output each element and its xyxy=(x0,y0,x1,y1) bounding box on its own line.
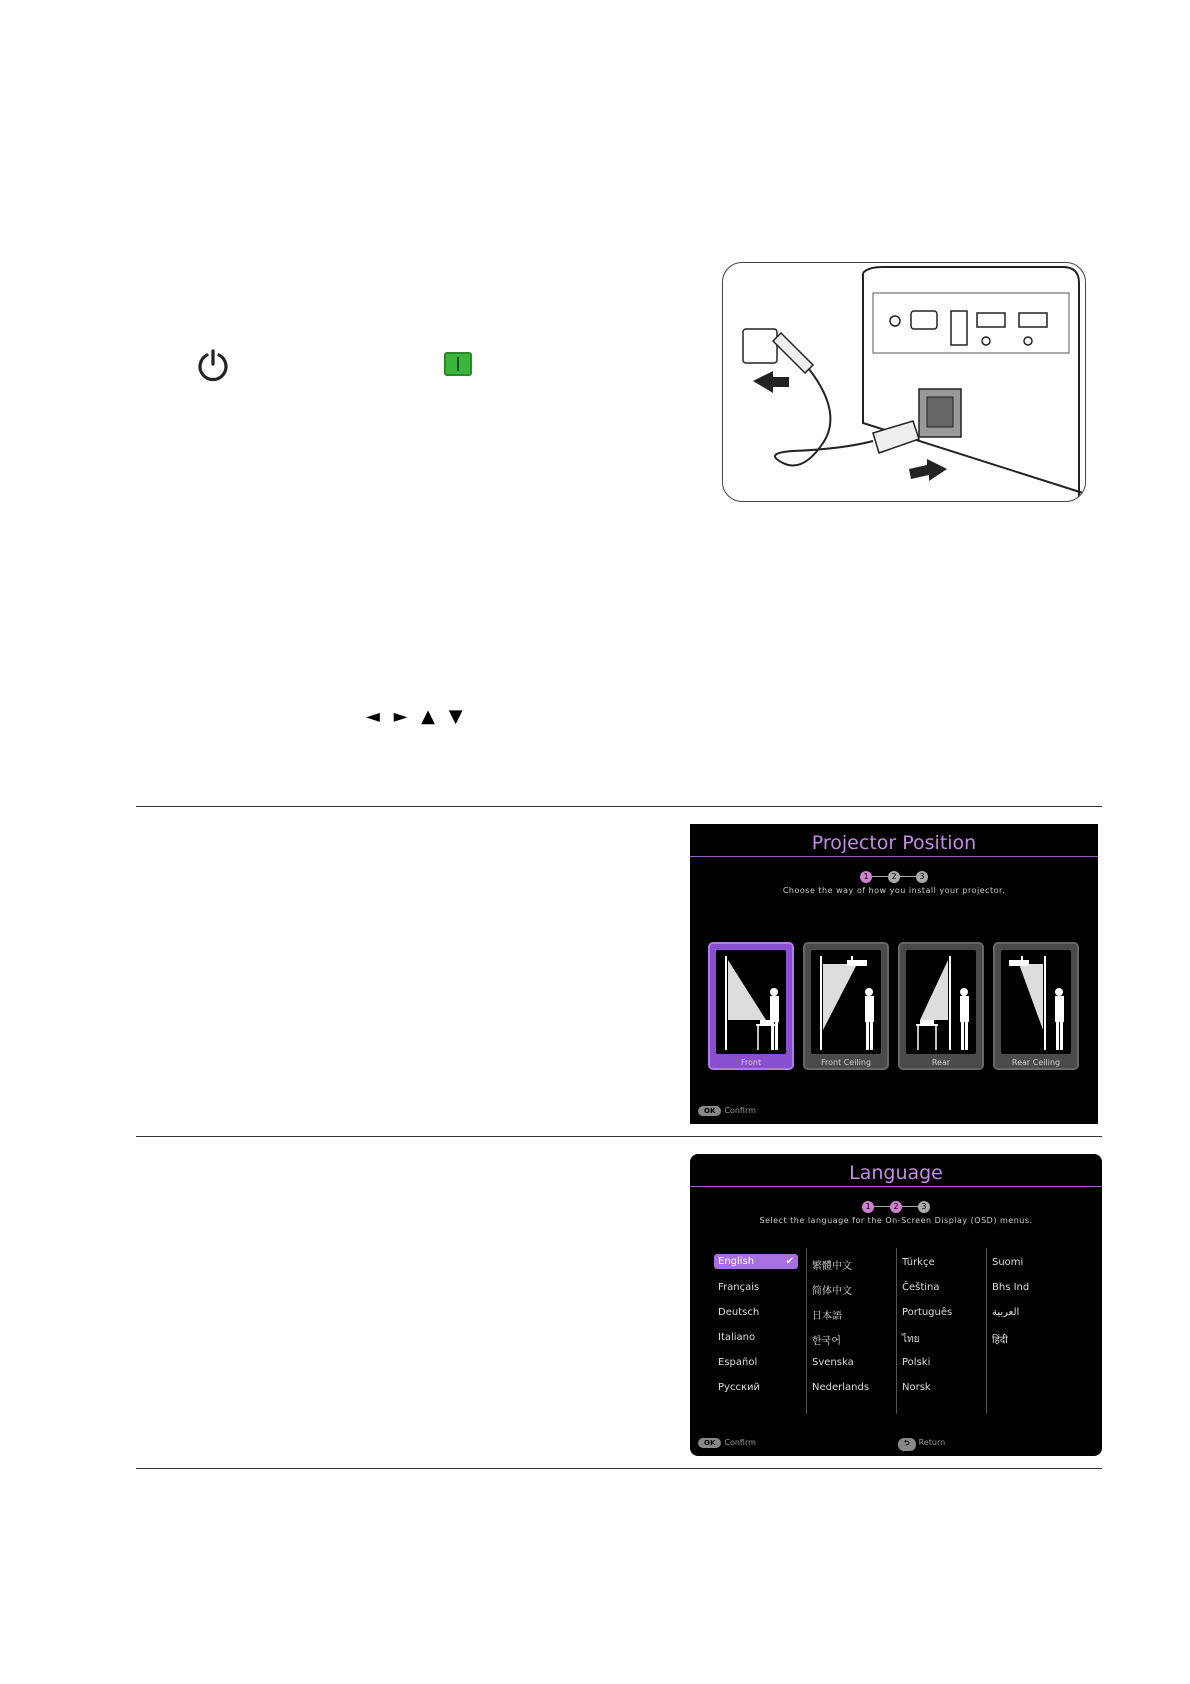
section-divider xyxy=(136,1468,1102,1469)
language-option[interactable]: 简体中文 xyxy=(812,1286,852,1297)
language-option[interactable]: العربية xyxy=(992,1307,1020,1318)
osd-title-underline xyxy=(690,856,1098,857)
language-option[interactable]: Bhs Ind xyxy=(992,1282,1030,1293)
checkmark-icon: ✔ xyxy=(785,1256,794,1267)
step-indicator: 2 xyxy=(888,871,900,883)
language-option[interactable]: Svenska xyxy=(812,1357,854,1368)
ok-key-icon: OK xyxy=(698,1106,721,1116)
power-icon xyxy=(196,348,230,382)
language-option[interactable]: Suomi xyxy=(992,1257,1024,1268)
position-option-rear-ceiling[interactable] xyxy=(993,942,1079,1070)
language-option-english[interactable]: English ✔ xyxy=(714,1254,798,1269)
section-divider xyxy=(136,1136,1102,1137)
front-ceiling-icon xyxy=(811,950,881,1054)
option-label: Front Ceiling xyxy=(820,1058,872,1067)
language-option[interactable]: Nederlands xyxy=(812,1382,870,1393)
step-indicator: 3 xyxy=(918,1201,930,1213)
return-label: Return xyxy=(918,1438,946,1447)
section-divider xyxy=(136,806,1102,807)
setup-steps xyxy=(690,1196,1102,1215)
language-option[interactable]: Português xyxy=(902,1307,953,1318)
language-option[interactable]: Italiano xyxy=(718,1332,756,1343)
setup-steps xyxy=(690,866,1098,885)
position-option-front-ceiling[interactable] xyxy=(803,942,889,1070)
language-option[interactable]: 日本語 xyxy=(812,1311,842,1322)
step-indicator: 2 xyxy=(890,1201,902,1213)
language-option[interactable]: Norsk xyxy=(902,1382,931,1393)
option-label: Rear Ceiling xyxy=(1011,1058,1061,1067)
power-plug-connection-illustration xyxy=(723,263,1085,501)
language-option[interactable]: Español xyxy=(718,1357,758,1368)
language-option[interactable]: Türkçe xyxy=(902,1257,935,1268)
osd-subtitle: Select the language for the On-Screen Display (OSD) menus. xyxy=(759,1216,1033,1225)
option-label: Rear xyxy=(931,1058,951,1067)
position-option-front[interactable] xyxy=(708,942,794,1070)
position-option-rear[interactable] xyxy=(898,942,984,1070)
rear-table-icon xyxy=(906,950,976,1054)
step-indicator: 1 xyxy=(860,871,872,883)
osd-title: Language xyxy=(849,1162,943,1184)
option-label: Front xyxy=(740,1058,762,1067)
arrow-keys-icon: ◄ ► ▲ ▼ xyxy=(366,706,467,727)
osd-title: Projector Position xyxy=(811,832,977,854)
return-button[interactable] xyxy=(898,1438,945,1451)
language-option[interactable]: हिंदी xyxy=(992,1335,1008,1346)
language-option[interactable]: Deutsch xyxy=(718,1307,760,1318)
language-option[interactable]: Polski xyxy=(902,1357,931,1368)
language-option[interactable]: 한국어 xyxy=(812,1336,841,1347)
confirm-label: Confirm xyxy=(724,1438,756,1447)
projector-position-screen xyxy=(690,824,1098,1124)
return-arrow-icon: ⮌ xyxy=(898,1438,916,1451)
power-connection-figure xyxy=(722,262,1086,502)
power-led-indicator xyxy=(444,352,472,376)
ok-key-icon: OK xyxy=(698,1438,721,1448)
language-option[interactable]: 繁體中文 xyxy=(812,1261,852,1272)
language-option[interactable]: ไทย xyxy=(902,1334,920,1345)
language-option[interactable]: Français xyxy=(718,1282,760,1293)
confirm-label: Confirm xyxy=(724,1106,756,1115)
step-indicator: 1 xyxy=(862,1201,874,1213)
language-option[interactable]: Русский xyxy=(718,1382,760,1393)
osd-title-underline xyxy=(690,1186,1102,1187)
language-option[interactable]: Čeština xyxy=(902,1282,940,1293)
step-indicator: 3 xyxy=(916,871,928,883)
language-screen xyxy=(690,1154,1102,1456)
osd-subtitle: Choose the way of how you install your projector. xyxy=(782,886,1006,895)
front-table-icon xyxy=(716,950,786,1054)
confirm-button[interactable] xyxy=(698,1438,756,1448)
confirm-button[interactable] xyxy=(698,1106,756,1116)
rear-ceiling-icon xyxy=(1001,950,1071,1054)
